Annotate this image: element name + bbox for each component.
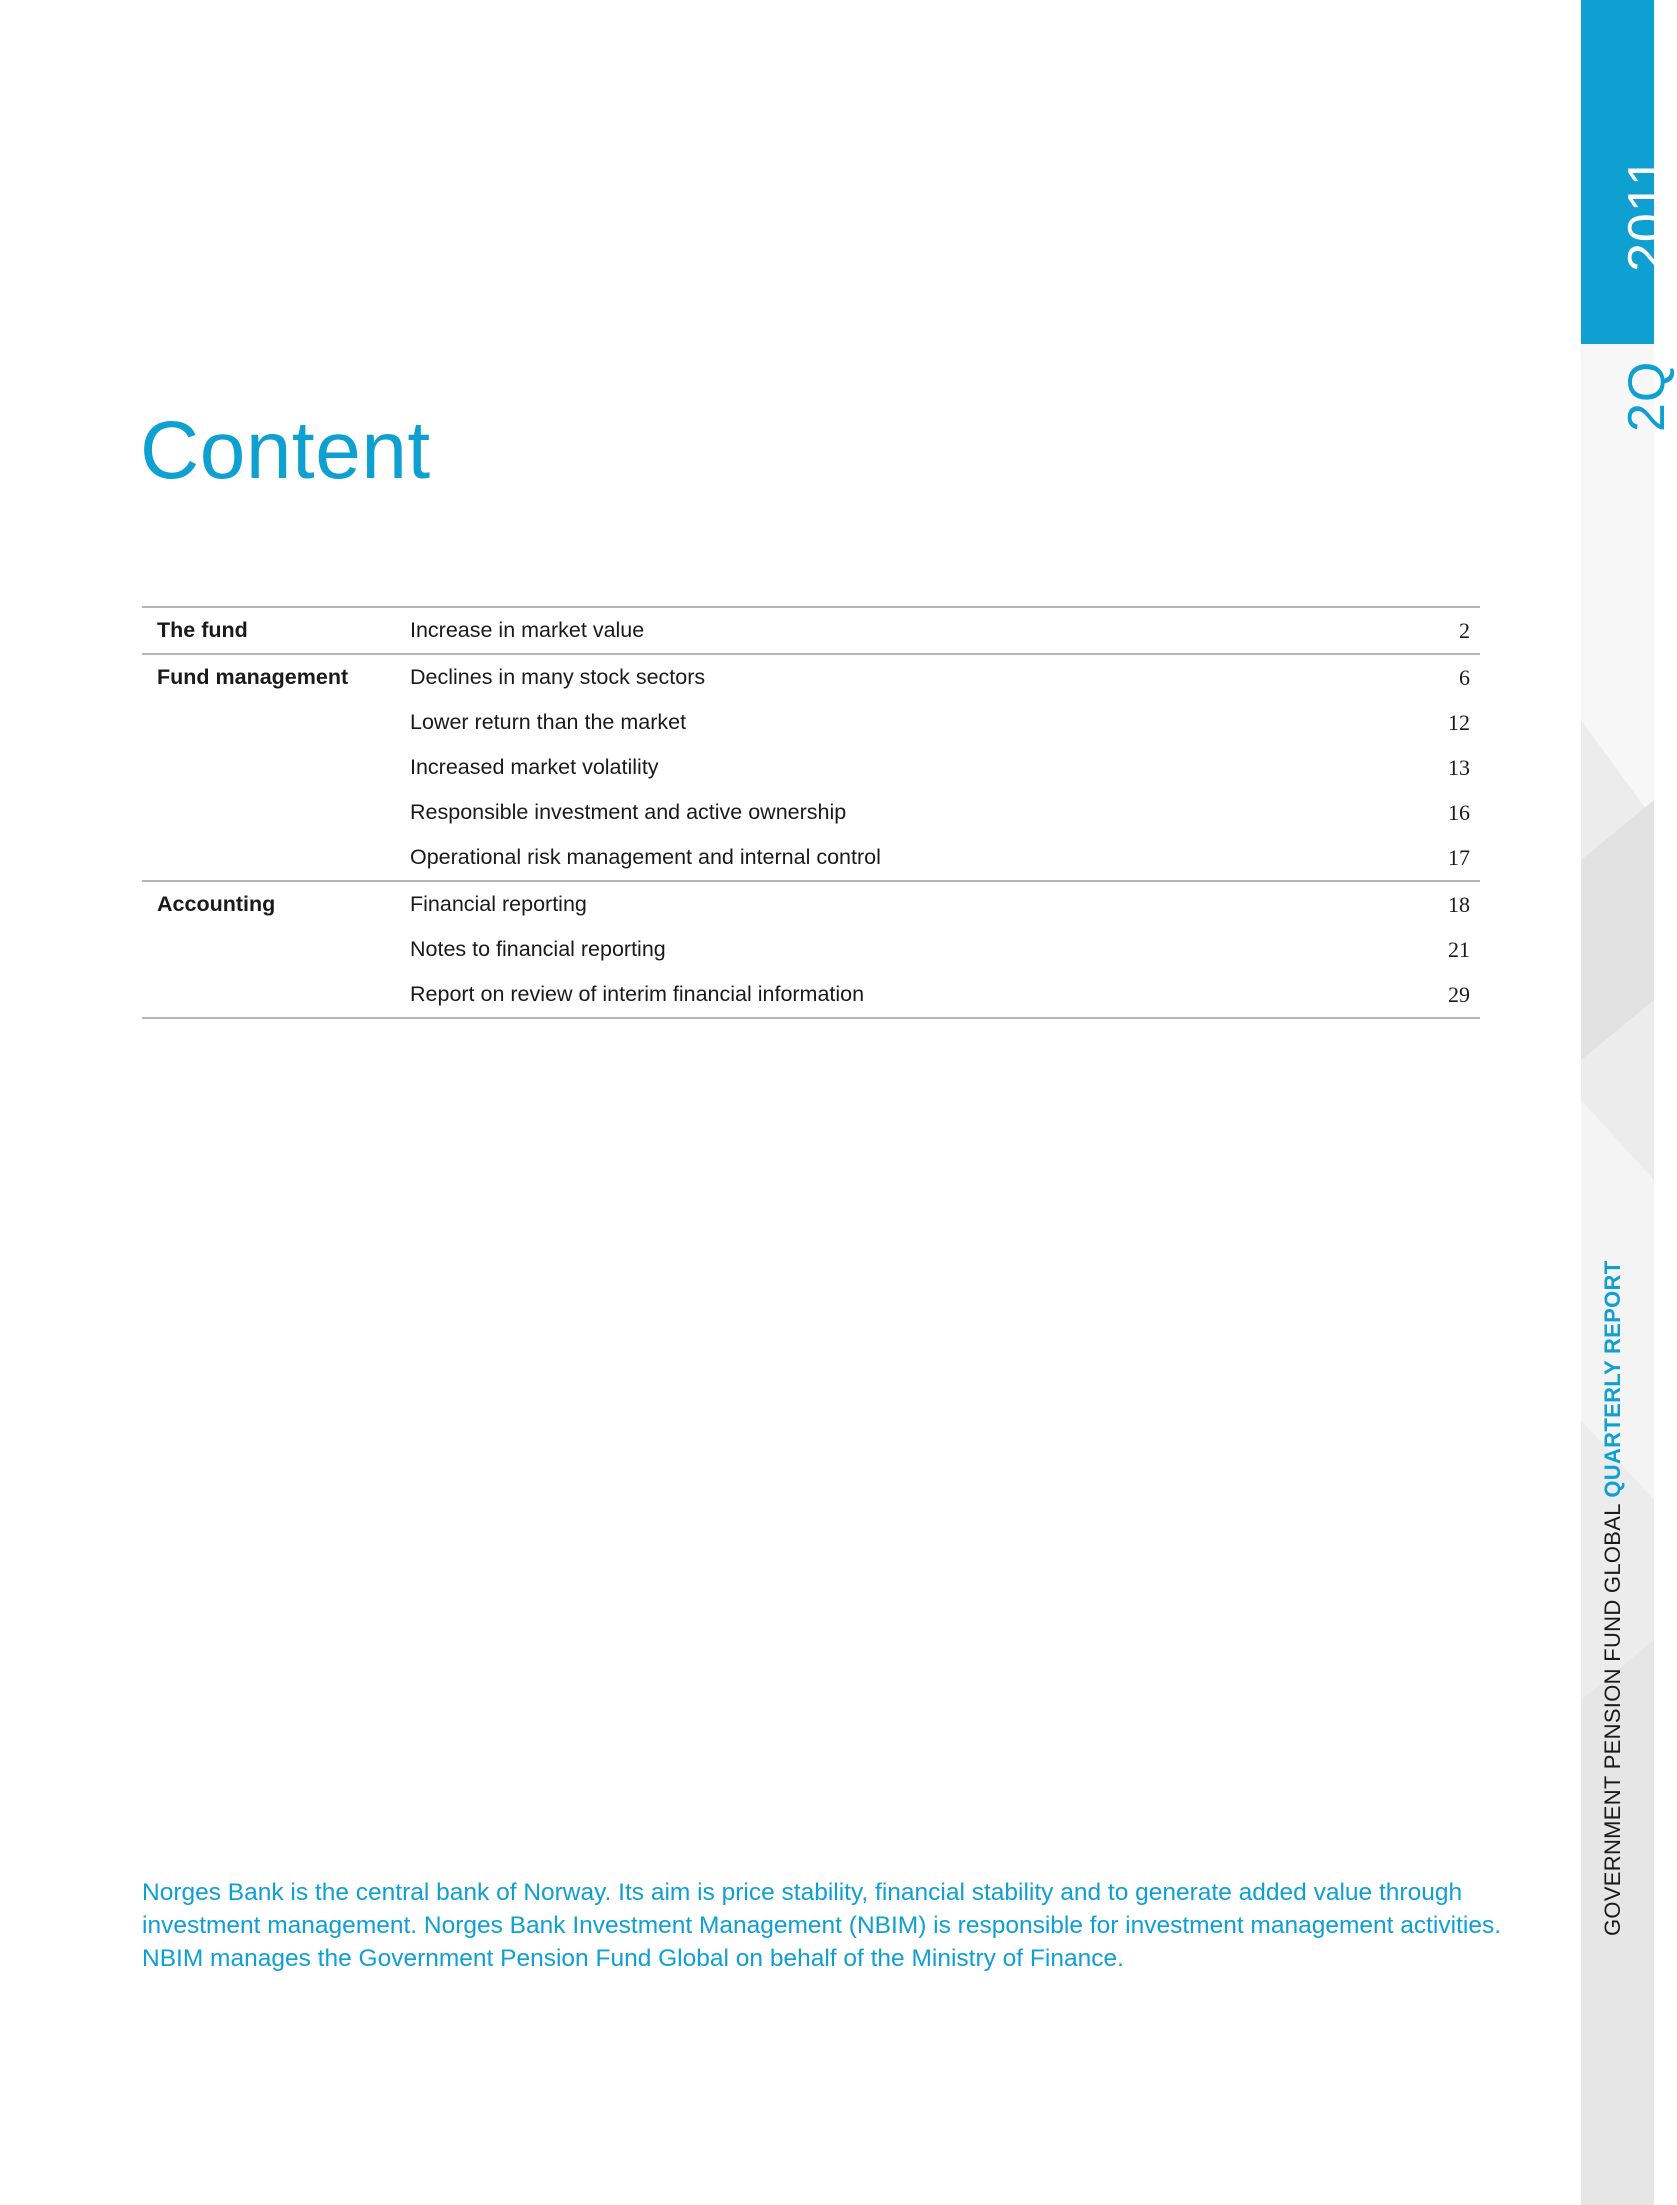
- toc-entry[interactable]: [142, 700, 1480, 745]
- report-series-title: [1600, 1261, 1626, 1936]
- toc-entry[interactable]: [142, 882, 1480, 927]
- toc-section: [142, 882, 1480, 1019]
- toc-entry[interactable]: [142, 835, 1480, 880]
- toc-entry-title: Operational risk management and internal control: [410, 845, 881, 869]
- toc-entry-page-number: 13: [1448, 754, 1470, 780]
- toc-entry-page-number: 2: [1459, 617, 1470, 643]
- report-title-accent: QUARTERLY REPORT: [1600, 1260, 1625, 1498]
- toc-entry-page-number: 21: [1448, 936, 1470, 962]
- toc-entry-page-number: 17: [1448, 844, 1470, 870]
- toc-section-name: Fund management: [157, 665, 349, 689]
- report-title-main: GOVERNMENT PENSION FUND GLOBAL: [1600, 1497, 1625, 1936]
- toc-entry[interactable]: [142, 655, 1480, 700]
- toc-entry-page-number: 16: [1448, 799, 1470, 825]
- toc-entry-page-number: 6: [1459, 664, 1470, 690]
- toc-entry-title: Lower return than the market: [410, 710, 687, 734]
- toc-entry-title: Responsible investment and active ownership: [410, 800, 847, 824]
- toc-entry[interactable]: [142, 745, 1480, 790]
- toc-entry-page-number: 12: [1448, 709, 1470, 735]
- toc-entry[interactable]: [142, 608, 1480, 653]
- page-title: Content: [140, 405, 431, 496]
- toc-entry-title: Financial reporting: [410, 892, 587, 916]
- toc-entry-page-number: 18: [1448, 891, 1470, 917]
- footer-text: Norges Bank is the central bank of Norway. Its aim is price stability, financial stability and to generate added value through investment management. Norges Bank Investment Management (NBIM) is responsible for investment management activities. NBIM manages the Government Pension Fund Global on behalf of the Ministry of Finance.: [142, 1879, 1501, 1972]
- toc-section: [142, 655, 1480, 882]
- toc-entry-title: Notes to financial reporting: [410, 937, 666, 961]
- toc-section-name: The fund: [157, 618, 248, 642]
- toc-entry-page-number: 29: [1448, 981, 1470, 1007]
- toc-entry[interactable]: [142, 927, 1480, 972]
- toc-entry-title: Increase in market value: [410, 618, 645, 642]
- toc-entry-title: Declines in many stock sectors: [410, 665, 706, 689]
- toc-entry-title: Increased market volatility: [410, 755, 659, 779]
- toc-entry[interactable]: [142, 972, 1480, 1017]
- toc-section-name: Accounting: [157, 892, 276, 916]
- toc-entry-title: Report on review of interim financial information: [410, 982, 865, 1006]
- toc-section: [142, 608, 1480, 655]
- report-quarter: 2Q: [1618, 360, 1676, 432]
- table-of-contents: [142, 606, 1480, 1019]
- report-year: 2011: [1618, 156, 1676, 272]
- toc-entry[interactable]: [142, 790, 1480, 835]
